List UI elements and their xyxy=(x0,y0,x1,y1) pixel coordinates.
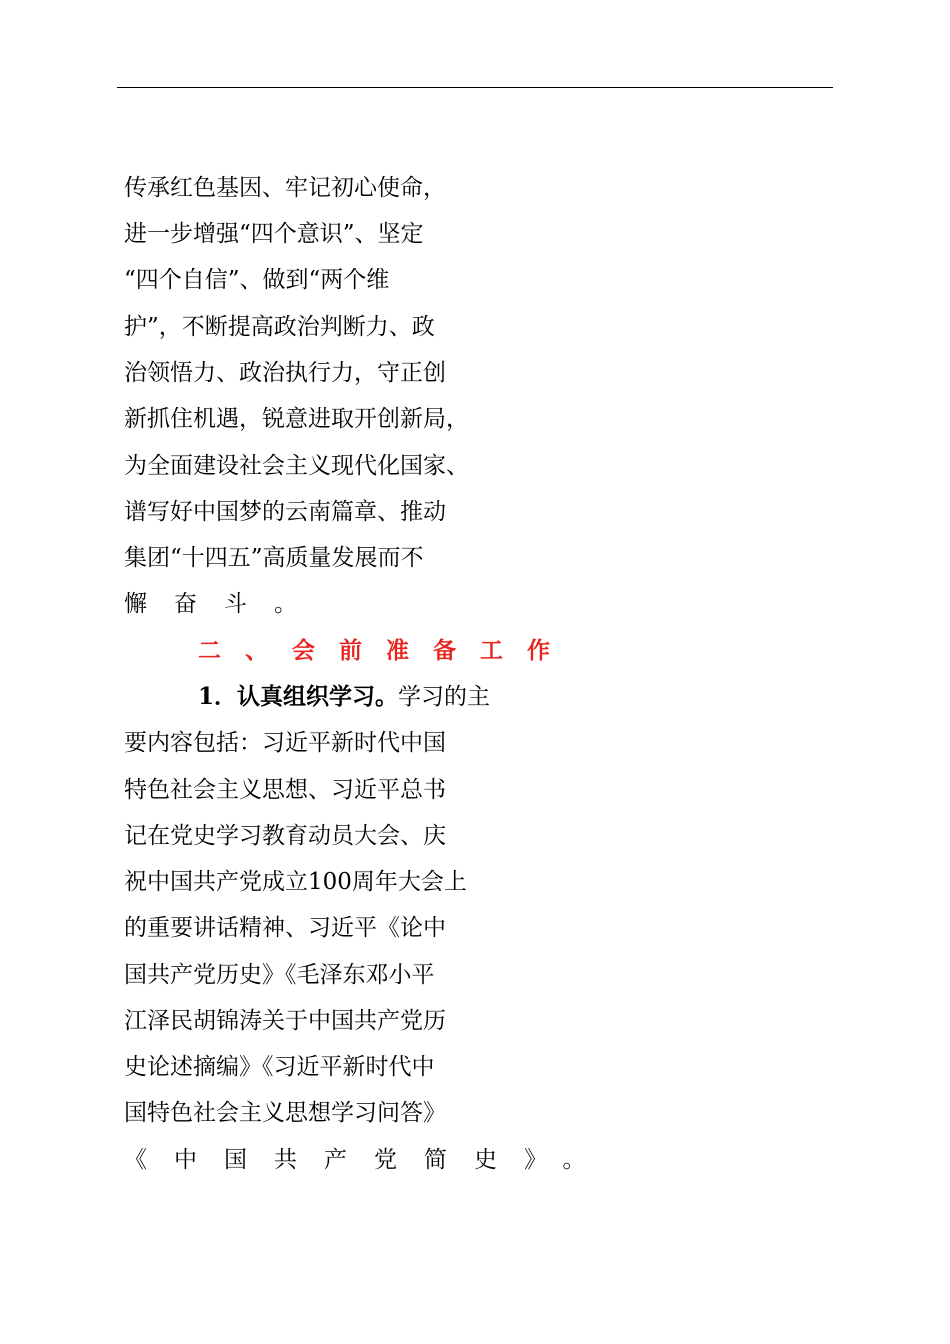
line-text: 谱写好中国梦的云南篇章、推动 xyxy=(124,499,446,525)
paragraph-line xyxy=(124,443,844,489)
line-text: 集团“十四五”高质量发展而不 xyxy=(124,545,424,571)
paragraph-line xyxy=(124,350,824,396)
line-text: 《中国共产党简史》。 xyxy=(124,1147,613,1173)
section-heading-text: 二、会前准备工作 xyxy=(198,637,574,664)
item-first-line xyxy=(198,674,818,720)
item-lead: 1．认真组织学习。 xyxy=(198,683,399,710)
paragraph-line xyxy=(124,998,824,1044)
paragraph-line xyxy=(124,535,824,581)
line-text: 要内容包括：习近平新时代中国 xyxy=(124,730,446,756)
line-text: 史论述摘编》《习近平新时代中 xyxy=(124,1054,435,1080)
paragraph-line xyxy=(124,165,824,211)
paragraph-line xyxy=(124,211,824,257)
line-text: “四个自信”、做到“两个维 xyxy=(124,267,390,293)
paragraph-line xyxy=(124,257,824,303)
paragraph-line xyxy=(124,905,824,951)
paragraph-line xyxy=(124,581,824,627)
paragraph-line xyxy=(124,813,824,859)
line-text: 为全面建设社会主义现代化国家、 xyxy=(124,453,469,479)
line-text: 特色社会主义思想、习近平总书 xyxy=(124,777,446,803)
line-text: 的重要讲话精神、习近平《论中 xyxy=(124,915,446,941)
line-text: 国共产党历史》《毛泽东邓小平 xyxy=(124,962,435,988)
paragraph-line xyxy=(124,720,824,766)
item-lead-rest: 学习的主 xyxy=(398,684,491,710)
line-text: 治领悟力、政治执行力，守正创 xyxy=(124,360,446,386)
paragraph-line xyxy=(124,489,824,535)
paragraph-line xyxy=(124,304,824,350)
paragraph-line xyxy=(124,767,824,813)
paragraph-line xyxy=(124,396,844,442)
paragraph-line xyxy=(124,1044,824,1090)
paragraph-line xyxy=(124,1137,824,1183)
line-text: 新抓住机遇，锐意进取开创新局， xyxy=(124,406,469,432)
line-text: 护”，不断提高政治判断力、政 xyxy=(124,314,435,340)
paragraph-line xyxy=(124,859,824,905)
line-text: 进一步增强“四个意识”、坚定 xyxy=(124,221,424,247)
section-heading xyxy=(198,628,758,674)
line-text: 懈奋斗。 xyxy=(124,591,324,617)
line-text: 祝中国共产党成立100周年大会上 xyxy=(124,869,467,895)
paragraph-line xyxy=(124,1090,824,1136)
line-text: 江泽民胡锦涛关于中国共产党历 xyxy=(124,1008,446,1034)
paragraph-line xyxy=(124,952,824,998)
line-text: 国特色社会主义思想学习问答》 xyxy=(124,1100,446,1126)
line-text: 记在党史学习教育动员大会、庆 xyxy=(124,823,446,849)
line-text: 传承红色基因、牢记初心使命， xyxy=(124,175,446,201)
